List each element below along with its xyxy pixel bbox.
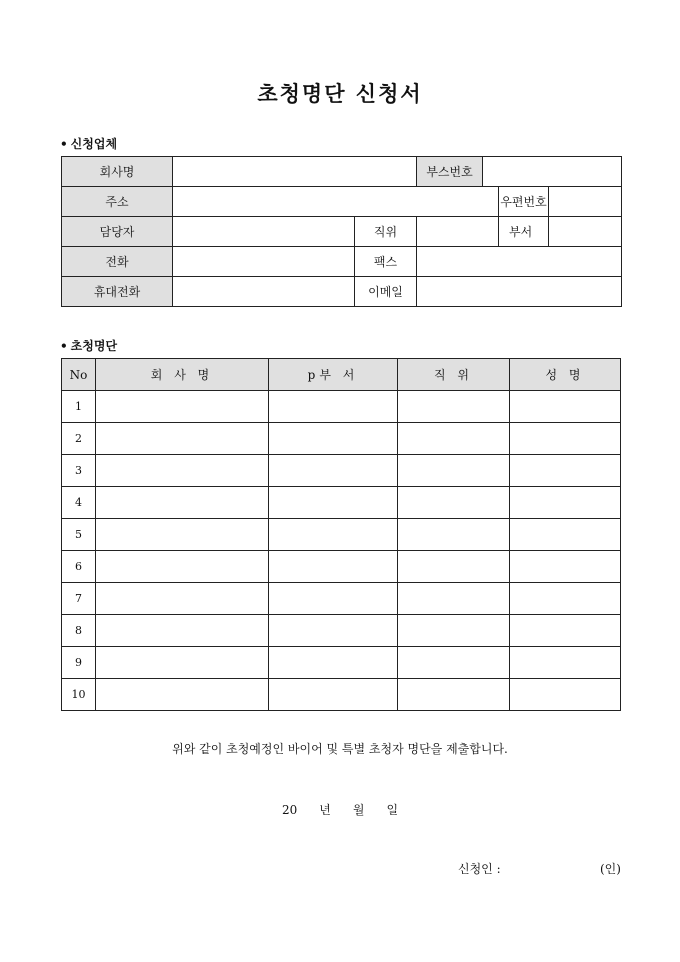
- department-cell[interactable]: [269, 487, 398, 519]
- address-field[interactable]: [173, 187, 499, 217]
- section-applicant-company: [60, 135, 117, 152]
- department-cell[interactable]: [269, 455, 398, 487]
- company-cell[interactable]: [96, 455, 269, 487]
- company-cell[interactable]: [96, 551, 269, 583]
- position-cell[interactable]: [398, 551, 510, 583]
- date-line: [282, 801, 420, 818]
- company-cell[interactable]: [96, 615, 269, 647]
- row-number: 1: [62, 391, 96, 423]
- postal-code-field[interactable]: [549, 187, 622, 217]
- form-title: 초청명단 신청서: [257, 81, 423, 106]
- company-cell[interactable]: [96, 423, 269, 455]
- manager-label: 담당자: [62, 217, 173, 247]
- company-cell[interactable]: [96, 679, 269, 711]
- department-cell[interactable]: [269, 583, 398, 615]
- date-year-label: 년: [319, 803, 331, 817]
- invitee-list-table: [61, 358, 621, 711]
- table-row: [62, 217, 622, 247]
- company-name-label: 회사명: [62, 157, 173, 187]
- header-position: 직 위: [398, 359, 510, 391]
- table-row: [62, 391, 621, 423]
- table-row: [62, 679, 621, 711]
- table-row: [62, 519, 621, 551]
- name-cell[interactable]: [510, 583, 621, 615]
- header-name: 성 명: [510, 359, 621, 391]
- row-number: 4: [62, 487, 96, 519]
- name-cell[interactable]: [510, 391, 621, 423]
- company-cell[interactable]: [96, 487, 269, 519]
- date-year-prefix: 20: [282, 803, 298, 817]
- name-cell[interactable]: [510, 679, 621, 711]
- position-cell[interactable]: [398, 391, 510, 423]
- department-cell[interactable]: [269, 615, 398, 647]
- department-cell[interactable]: [269, 647, 398, 679]
- mobile-label: 휴대전화: [62, 277, 173, 307]
- bullet-icon: •: [60, 137, 68, 151]
- company-name-field[interactable]: [173, 157, 417, 187]
- table-row: [62, 277, 622, 307]
- bullet-icon: •: [60, 339, 68, 353]
- mobile-field[interactable]: [173, 277, 355, 307]
- name-cell[interactable]: [510, 519, 621, 551]
- name-cell[interactable]: [510, 647, 621, 679]
- department-cell[interactable]: [269, 391, 398, 423]
- position-cell[interactable]: [398, 647, 510, 679]
- table-row: [62, 455, 621, 487]
- department-label: 부서: [499, 217, 549, 247]
- table-row: [62, 551, 621, 583]
- name-cell[interactable]: [510, 487, 621, 519]
- company-cell[interactable]: [96, 519, 269, 551]
- phone-field[interactable]: [173, 247, 355, 277]
- section-label: 신청업체: [70, 137, 118, 151]
- row-number: 7: [62, 583, 96, 615]
- table-row: [62, 187, 622, 217]
- address-label: 주소: [62, 187, 173, 217]
- email-label: 이메일: [355, 277, 417, 307]
- company-info-table: [61, 156, 622, 307]
- phone-label: 전화: [62, 247, 173, 277]
- booth-number-field[interactable]: [483, 157, 622, 187]
- row-number: 5: [62, 519, 96, 551]
- department-cell[interactable]: [269, 423, 398, 455]
- table-row: [62, 487, 621, 519]
- company-cell[interactable]: [96, 391, 269, 423]
- postal-code-label: 우편번호: [499, 187, 549, 217]
- row-number: 10: [62, 679, 96, 711]
- name-cell[interactable]: [510, 455, 621, 487]
- header-department: p부 서: [269, 359, 398, 391]
- header-company: 회 사 명: [96, 359, 269, 391]
- table-row: [62, 247, 622, 277]
- table-row: [62, 423, 621, 455]
- department-field[interactable]: [549, 217, 622, 247]
- position-cell[interactable]: [398, 487, 510, 519]
- name-cell[interactable]: [510, 615, 621, 647]
- position-cell[interactable]: [398, 679, 510, 711]
- position-label: 직위: [355, 217, 417, 247]
- table-header-row: [62, 359, 621, 391]
- booth-number-label: 부스번호: [417, 157, 483, 187]
- department-cell[interactable]: [269, 679, 398, 711]
- section-invitee-list: [60, 337, 117, 354]
- position-field[interactable]: [417, 217, 499, 247]
- email-field[interactable]: [417, 277, 622, 307]
- section-label: 초청명단: [70, 339, 118, 353]
- row-number: 2: [62, 423, 96, 455]
- company-cell[interactable]: [96, 583, 269, 615]
- date-month-label: 월: [352, 803, 365, 817]
- department-cell[interactable]: [269, 519, 398, 551]
- table-row: [62, 615, 621, 647]
- row-number: 9: [62, 647, 96, 679]
- name-cell[interactable]: [510, 423, 621, 455]
- table-row: [62, 157, 622, 187]
- date-day-label: 일: [386, 803, 399, 817]
- company-cell[interactable]: [96, 647, 269, 679]
- department-cell[interactable]: [269, 551, 398, 583]
- row-number: 6: [62, 551, 96, 583]
- manager-field[interactable]: [173, 217, 355, 247]
- fax-label: 팩스: [355, 247, 417, 277]
- fax-field[interactable]: [417, 247, 622, 277]
- table-row: [62, 583, 621, 615]
- position-cell[interactable]: [398, 423, 510, 455]
- seal-label: (인): [600, 862, 621, 876]
- declaration-text: 위와 같이 초청예정인 바이어 및 특별 초청자 명단을 제출합니다.: [172, 742, 508, 756]
- name-cell[interactable]: [510, 551, 621, 583]
- position-cell[interactable]: [398, 455, 510, 487]
- position-cell[interactable]: [398, 615, 510, 647]
- row-number: 8: [62, 615, 96, 647]
- position-cell[interactable]: [398, 519, 510, 551]
- header-no: No: [62, 359, 96, 391]
- position-cell[interactable]: [398, 583, 510, 615]
- table-row: [62, 647, 621, 679]
- row-number: 3: [62, 455, 96, 487]
- applicant-label: 신청인 :: [458, 862, 501, 876]
